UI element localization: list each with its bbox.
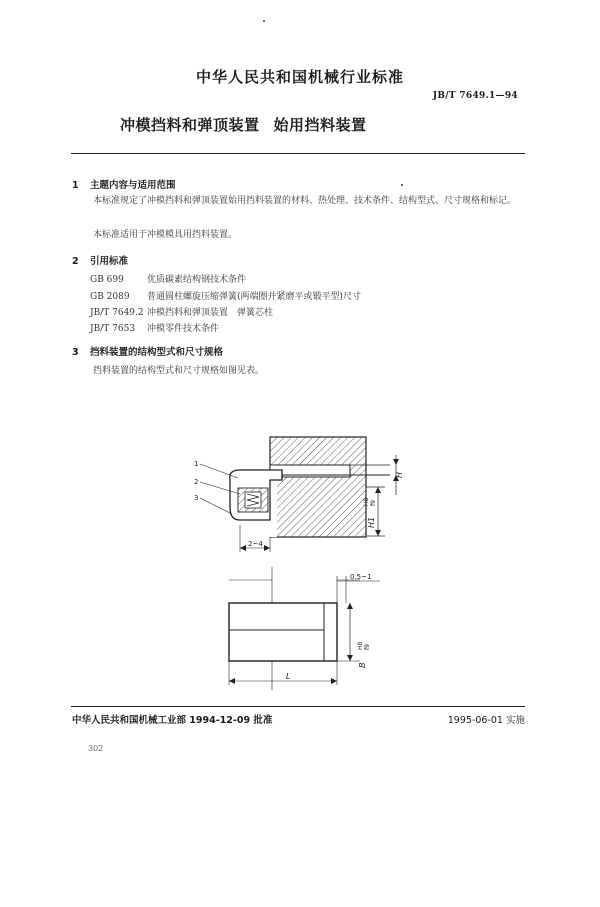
issuer-approval: 中华人民共和国机械工业部 1994-12-09 批准 [72,715,273,726]
fit-lower-label: f9 [370,500,377,506]
section-1-paragraph-1: 本标准规定了冲模挡料和弹顶装置始用挡料装置的材料、热处理、技术条件、结构型式、尺寸规格和标记。 [93,196,517,206]
dim-H-label: H [395,471,404,478]
reference-title: 普通圆柱螺旋压缩弹簧(两端圈并紧磨平或锻平型)尺寸 [147,292,362,302]
reference-code: JB/T 7649.2 [90,308,144,318]
stopper-plate-view [229,603,337,661]
reference-title: 优质碳素结构钢技术条件 [147,275,247,285]
page-number: 302 [88,744,104,753]
fit-upper-label: H8 [357,641,364,650]
section-number: 3 [72,347,79,358]
callout-2: 2 [194,478,199,486]
section-number: 2 [72,256,79,267]
dim-B-label: B [358,662,367,668]
fit-lower-label: f9 [364,644,371,650]
standard-number: JB/T 7649.1—94 [432,91,518,101]
reference-code: JB/T 7653 [90,324,136,334]
footer-rule [71,706,525,707]
section-number: 1 [72,180,79,191]
doc-title-main: 冲模挡料和弹顶装置 [120,116,260,134]
section-1-paragraph-2: 本标准适用于冲模模具用挡料装置。 [93,230,238,240]
dim-2-4-label: 2~4 [248,540,263,548]
reference-title: 冲模挡料和弹顶装置 弹簧芯柱 [147,308,274,318]
dim-0-5-1-label: 0.5~1 [350,573,372,581]
dim-L-label: L [286,672,291,681]
section-title: 引用标准 [90,256,129,267]
callout-3: 3 [194,494,199,502]
reference-code: GB 2089 [90,292,130,302]
reference-title: 冲模零件技术条件 [147,324,220,334]
org-title: 中华人民共和国机械行业标准 [195,68,404,86]
reference-code: GB 699 [90,275,124,285]
doc-title-sub: 始用挡料装置 [273,116,367,134]
effective-date: 1995-06-01 实施 [447,715,525,726]
section-title: 挡料装置的结构型式和尺寸规格 [90,347,224,358]
fit-upper-label: H8 [363,497,370,506]
die-block [255,437,366,537]
callout-1: 1 [194,460,199,468]
dim-H1-label: H1 [367,516,376,528]
section-3-paragraph-1: 挡料装置的结构型式和尺寸规格如图见表。 [93,366,265,376]
section-title: 主题内容与适用范围 [90,180,176,191]
